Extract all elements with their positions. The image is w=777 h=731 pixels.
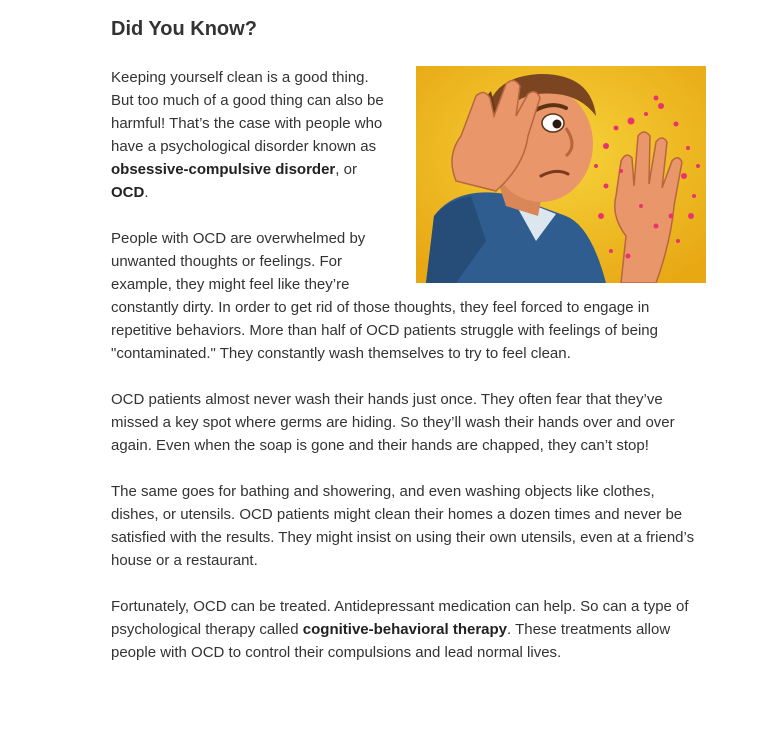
term-ocd: OCD bbox=[111, 184, 145, 201]
paragraph-5: Fortunately, OCD can be treated. Antidepressant medication can help. So can a type of psychological therapy called cognitive-behavioral therapy. These treatments allow people with OCD to control their compulsions and lead normal lives. bbox=[111, 598, 689, 661]
article-title: Did You Know? bbox=[111, 18, 257, 40]
term-ocd-full: obsessive-compulsive disorder bbox=[111, 161, 336, 178]
paragraph-4: The same goes for bathing and showering, and even washing objects like clothes, dishes, or utensils. OCD patients might clean their homes a dozen times and never be satisfied with the results. They might insist on using their own utensils, even at a friend’s house or a restaurant. bbox=[111, 483, 695, 569]
ocd-illustration bbox=[416, 66, 706, 283]
paragraph-1: Keeping yourself clean is a good thing. But too much of a good thing can also be harmful! That’s the case with people who have a psychological disorder known as obsessive-compulsive disorder, or OCD. bbox=[111, 69, 384, 201]
paragraph-2: People with OCD are overwhelmed by unwanted thoughts or feelings. For example, they might feel like they’re constantly dirty. In order to get rid of those thoughts, they feel forced to engage in repetitive behaviors. More than half of OCD patients struggle with feelings of being "contaminated." They constantly wash themselves to try to feel clean. bbox=[111, 230, 658, 362]
worried-man-illustration bbox=[416, 66, 706, 283]
article-body bbox=[111, 66, 706, 687]
paragraph-3: OCD patients almost never wash their hands just once. They often fear that they’ve missed a key spot where germs are hiding. So they’ll wash their hands over and over again. Even when the soap is gone and their hands are chapped, they can’t stop! bbox=[111, 391, 675, 454]
term-cbt: cognitive-behavioral therapy bbox=[302, 621, 508, 638]
